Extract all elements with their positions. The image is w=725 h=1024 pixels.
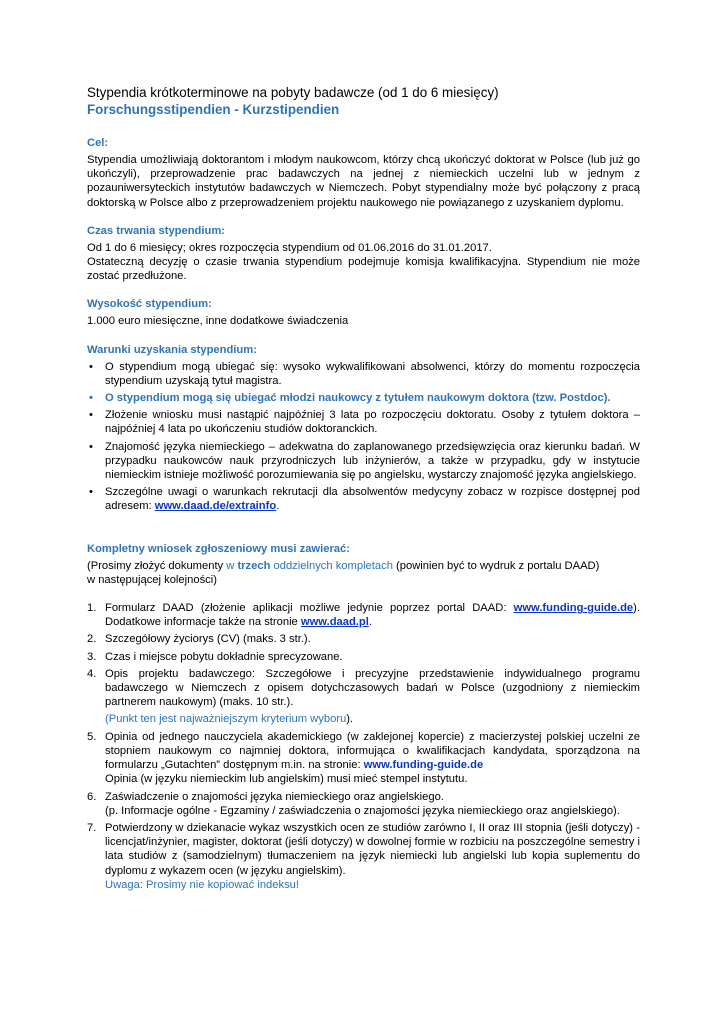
list-item [87, 601, 640, 629]
funding-guide-link[interactable]: www.funding-guide.de [513, 602, 634, 615]
item-note [105, 712, 640, 726]
item-text: Opis projektu badawczego: Szczegółowe i precyzyjne przedstawienie indywidualnego programu badawczego w Niemczech z opisem dotychczasowych badań w Polsce (uzgodniony z niemieckim partnerem naukowym) (maks. 10 str.). [105, 667, 640, 709]
intro-text-end: (powinien być to wydruk z portalu DAAD) w następującej kolejności) [87, 559, 600, 586]
document-title: Stypendia krótkoterminowe na pobyty badawcze (od 1 do 6 miesięcy) [87, 85, 499, 100]
document-subtitle: Forschungsstipendien - Kurzstipendien [87, 102, 340, 117]
list-item [87, 667, 640, 727]
note-end: ). [346, 713, 354, 726]
list-item [87, 790, 640, 818]
section-text: Stypendia umożliwiają doktorantom i młodym naukowcom, którzy chcą ukończyć doktorat w Polsce (lub już go ukończyli), przeprowadzenie prac badawczych na jednej z niemieckich uczelni lub w jednym z pozauniwersyteckich instytutów badawczych w Niemczech. Pobyt stypendialny może być połączony z pracą doktorską w Polsce albo z przeprowadzeniem projektu naukowego nie powiązanego z uzyskaniem dyplomu. [87, 154, 640, 209]
list-item: • Znajomość języka niemieckiego – adekwatna do zaplanowanego przedsięwzięcia oraz kierunku badań. W przypadku naukowców nauk przyrodniczych lub inżynierów, a także w przypadku, gdy w instytucie niemieckim istnieje możliwość porozumiewania się po angielsku, wystarczy znajomość języka angielskiego. [87, 440, 640, 483]
item-number: 1. [87, 602, 97, 615]
item-number: 6. [87, 790, 97, 803]
intro-w: w [226, 559, 238, 572]
section-heading: Kompletny wniosek zgłoszeniowy musi zawierać: [87, 542, 350, 555]
list-item-text: Szczególne uwagi o warunkach rekrutacji dla absolwentów medycyny zobacz w rozpisce dostępnej pod adresem: [105, 486, 640, 513]
item-text: Opinia od jednego nauczyciela akademickiego (w zaklejonej kopercie) z macierzystej polskiej uczelni ze stopniem naukowym co najmniej doktora, informująca o kwalifikacjach kandydata, sporządzona na formularzu „Gutachten” dostępnym m.in. na stronie: [105, 730, 640, 772]
list-item [87, 632, 640, 646]
bullet-list [87, 360, 640, 514]
item-text: ). Dodatkowe informacje także na stronie [105, 602, 640, 629]
list-item [87, 650, 640, 664]
list-item [87, 730, 640, 787]
numbered-list [87, 601, 640, 892]
intro-trzech: trzech [237, 559, 271, 572]
daad-pl-link[interactable]: www.daad.pl [300, 616, 369, 629]
item-text: Szczegółowy życiorys (CV) (maks. 3 str.). [105, 633, 311, 646]
section-czas [87, 224, 640, 284]
section-warunki [87, 343, 640, 514]
section-heading: Cel: [87, 137, 109, 149]
list-item: • Złożenie wniosku musi nastąpić najpóźniej 3 lata po rozpoczęciu doktoratu. Osoby z tytułem doktora – najpóźniej 4 lata po ukończeniu studiów doktoranckich. [87, 408, 640, 436]
intro-text: (Prosimy złożyć dokumenty [87, 559, 227, 572]
document-page [87, 84, 640, 906]
extrainfo-link[interactable]: www.daad.de/extrainfo [154, 500, 277, 513]
intro-separate: oddzielnych kompletach [270, 559, 393, 572]
item-number: 5. [87, 730, 97, 743]
list-item [87, 821, 640, 892]
item-text: Czas i miejsce pobytu dokładnie sprecyzowane. [105, 650, 343, 663]
section-heading: Wysokość stypendium: [87, 298, 212, 311]
item-text-second: Opinia (w języku niemieckim lub angielskim) musi mieć stempel instytutu. [105, 773, 468, 786]
section-intro [87, 559, 607, 587]
section-cel [87, 136, 640, 210]
item-number: 2. [87, 633, 97, 646]
section-text: Ostateczną decyzję o czasie trwania stypendium podejmuje komisja kwalifikacyjna. Stypendium nie może zostać przedłużone. [87, 256, 640, 283]
item-text: Formularz DAAD (złożenie aplikacji możliwe jedynie poprzez portal DAAD: [105, 602, 514, 615]
funding-guide-text: www.funding-guide.de [363, 759, 484, 772]
section-text: 1.000 euro miesięczne, inne dodatkowe świadczenia [87, 315, 349, 328]
section-heading: Czas trwania stypendium: [87, 224, 226, 237]
item-text: Zaświadczenie o znajomości języka niemieckiego oraz angielskiego. [105, 790, 444, 803]
list-item: • O stypendium mogą ubiegać się: wysoko wykwalifikowani absolwenci, którzy do momentu rozpoczęcia stypendium uzyskają tytuł magistra. [87, 360, 640, 388]
section-text: Od 1 do 6 miesięcy; okres rozpoczęcia stypendium od 01.06.2016 do 31.01.2017. [87, 241, 492, 254]
section-wniosek [87, 542, 640, 892]
item-text-end: . [368, 616, 372, 629]
list-item-end: . [276, 500, 280, 513]
item-text: Potwierdzony w dziekanacie wykaz wszystkich ocen ze studiów zarówno I, II oraz III stopnia (jeśli dotyczy) - licencjat/inżynier, magister, doktorat (jeśli dotyczy) w dowolnej formie w rozbiciu na poszczególne semestry i lata studiów z (samodzielnym) tłumaczeniem na język niemiecki lub angielski lub kopia suplementu do dyplomu z wykazem ocen (w języku angielskim). [105, 821, 640, 877]
section-heading: Warunki uzyskania stypendium: [87, 343, 257, 356]
item-number: 4. [87, 667, 97, 680]
list-item: • O stypendium mogą się ubiegać młodzi naukowcy z tytułem naukowym doktora (tzw. Postdoc). [87, 391, 640, 405]
item-text-second: (p. Informacje ogólne - Egzaminy / zaświadczenia o znajomości języka niemieckiego oraz angielskiego). [105, 804, 620, 817]
list-item [87, 485, 640, 513]
item-number: 3. [87, 650, 97, 663]
item-note: Uwaga: Prosimy nie kopiować indeksu! [105, 878, 300, 891]
section-wysokosc [87, 297, 640, 328]
note-text: (Punkt ten jest najważniejszym kryterium wyboru [105, 713, 347, 726]
item-number: 7. [87, 821, 97, 834]
